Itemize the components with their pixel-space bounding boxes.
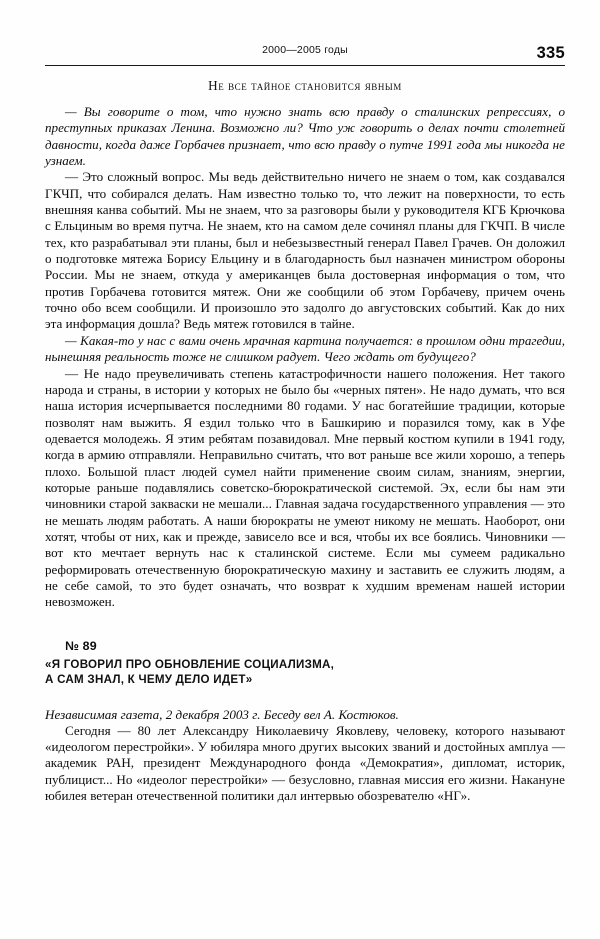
interview-question-1: — Вы говорите о том, что нужно знать всю правду о сталинских репрессиях, о преступных приказах Ленина. Возможно ли? Что уж говорить о делах почти столетней давности, когда даже Горбачев признает, что всю правду о путче 1991 года мы никогда не узнаем. [45,104,565,169]
page-content [45,44,565,804]
interview-question-2: — Какая-то у нас с вами очень мрачная картина получается: в прошлом одни трагедии, нынешняя реальность тоже не слишком радует. Чего ждать от будущего? [45,332,565,365]
section-title-line-1: «Я ГОВОРИЛ ПРО ОБНОВЛЕНИЕ СОЦИАЛИЗМА, [45,657,335,671]
article-running-title: Не все тайное становится явным [208,78,402,93]
interview-answer-2: — Не надо преувеличивать степень катастрофичности нашего положения. Нет такого народа и страны, в истории у которых не было бы «черных пятен». Не надо думать, что вся наша история исчерпывается последними 80 годами. У нас богатейшие традиции, которые позволят нам выжить. Я ездил только что в Башкирию и поразился тому, как в Уфе одевается молодежь. Я этим ребятам позавидовал. Мне первый костюм купили в 1941 году, когда в армию отправляли. Неправильно считать, что вот раньше все жили хорошо, а теперь плохо. Большой пласт людей сумел найти применение своим силам, знаниям, энергии, которые раньше подавлялись советско-бюрократической системой. Эх, если бы нам эти чиновники старой закваски не мешали... Главная задача государственного управления — это не мешать людям работать. А наши бюрократы не умеют никому не мешать. Наоборот, они хотят, чтобы от них, как и прежде, зависело все и вся, чтобы их все боялись. Чиновники — вот кто мечтает вернуть нас к сталинской системе. Если мы сумеем радикально реформировать отечественную бюрократическую махину и заставить ее служить людям, а не себе самой, то это будет означать, что возврат к худшим временам нашей истории невозможен. [45,365,565,610]
running-head-period: 2000—2005 годы [262,44,348,56]
section-number: № 89 [65,638,97,653]
interview-answer-1: — Это сложный вопрос. Мы ведь действительно ничего не знаем о том, как создавался ГКЧП, что собирался делать. Нам известно только то, что лежит на поверхности, то есть внешняя канва событий. Мы не знаем, что за разговоры были у руководителя КГБ Крючкова с Ельциным во время путча. Не знаем, кто на самом деле сочинял планы для ГКЧП. В числе тех, кто разрабатывал эти планы, был и небезызвестный генерал Павел Грачев. Он доложил о подготовке мятежа Борису Ельцину и в благодарность был назначен министром обороны России. Мы не знаем, откуда у американцев была достоверная информация о том, что против Горбачева готовится мятеж. Они же сообщили об этом Горбачеву, причем очень точно обо всем сообщили. И произошло это задолго до августовских событий. Как до них эта информация дошла? Ведь мятеж готовился в тайне. [45,169,565,332]
section-title [45,657,565,688]
section-lead-paragraph: Сегодня — 80 лет Александру Николаевичу Яковлеву, человеку, которого называют «идеологом перестройки». У юбиляра много других высоких званий и достойных амплуа — академик РАН, президент Международного фонда «Демократия», дипломат, историк, публицист... Но «идеолог перестройки» — безусловно, главная миссия его жизни. Накануне юбилея ветеран отечественной политики дал интервью обозревателю «НГ». [45,722,565,804]
header-rule [45,65,565,66]
section-heading-block [45,639,565,723]
section-source-line: Независимая газета, 2 декабря 2003 г. Беседу вел А. Костюков. [45,706,399,722]
section-title-line-2: А САМ ЗНАЛ, К ЧЕМУ ДЕЛО ИДЕТ» [45,673,253,687]
page-number: 335 [536,44,565,62]
running-head [45,44,565,62]
